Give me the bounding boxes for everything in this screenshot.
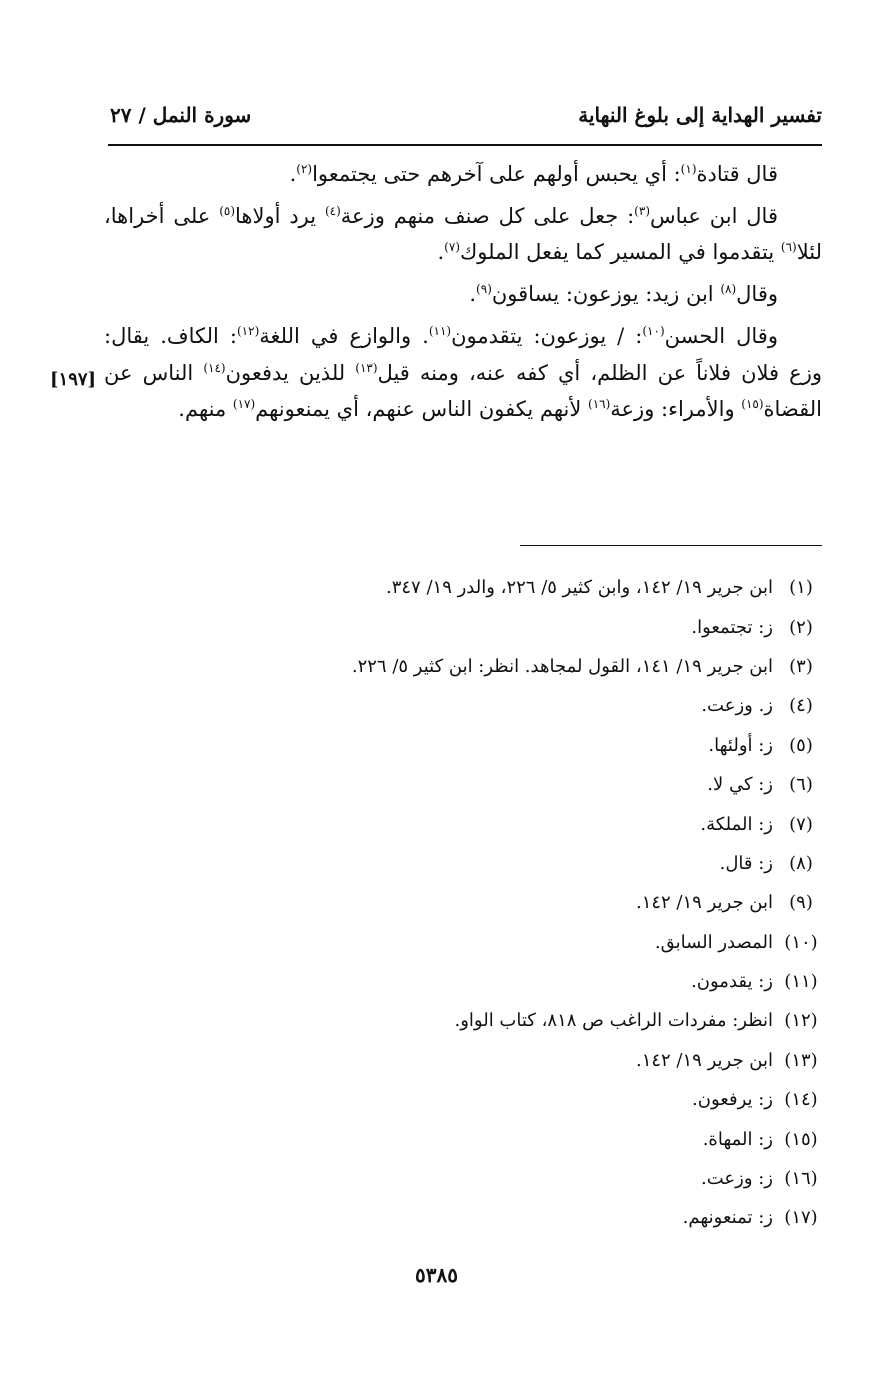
footnote-ref: (٥) xyxy=(219,204,236,219)
footnote-text: ز: قال. xyxy=(719,852,773,874)
footnote-item xyxy=(103,1159,823,1198)
footnote-ref: (٢) xyxy=(296,162,313,176)
surah-label: سورة النمل / ٢٧ xyxy=(110,103,252,127)
paragraph-ibn-zayd: وقال$^{(٨)}$ ابن زيد: يوزعون: يساقون$^{(٩)}$. xyxy=(469,282,778,307)
footnote-number: (٤) xyxy=(789,695,813,717)
footnote-text: ابن جرير ١٩/ ١٤٢. xyxy=(635,1049,773,1071)
footnote-number: (٨) xyxy=(789,852,813,874)
footnote-item xyxy=(103,647,823,686)
footnote-number: (١) xyxy=(789,577,813,599)
footnote-number: (٣) xyxy=(789,655,813,677)
footnote-item xyxy=(103,1080,823,1119)
footnote-ref: (٨) xyxy=(720,282,737,297)
footnote-ref: (١) xyxy=(680,162,697,176)
footnote-item xyxy=(103,765,823,804)
book-title: تفسير الهداية إلى بلوغ النهاية xyxy=(578,103,822,127)
footnotes xyxy=(103,568,823,1238)
footnote-ref: (١٧) xyxy=(232,396,256,411)
footnote-separator xyxy=(520,545,822,546)
footnote-text: ز: المهاة. xyxy=(702,1128,773,1150)
running-header xyxy=(110,98,822,132)
footnote-ref: (٦) xyxy=(780,240,797,255)
footnote-item xyxy=(103,844,823,883)
footnote-text: ز: وزعت. xyxy=(701,1168,773,1190)
paragraph-qatada: قال قتادة$^{(١)}$: أي يحبس أولهم على آخرهم حتى يجتمعوا$^{(٢)}$. xyxy=(289,162,778,186)
main-text xyxy=(104,156,822,433)
footnote-number: (١٥) xyxy=(784,1128,818,1150)
footnote-item xyxy=(103,686,823,725)
footnote-text: ابن جرير ١٩/ ١٤٢. xyxy=(635,892,773,914)
footnote-item xyxy=(103,1198,823,1237)
footnote-item xyxy=(103,923,823,962)
header-rule xyxy=(108,144,822,146)
footnote-item xyxy=(103,962,823,1001)
footnote-item xyxy=(103,804,823,843)
footnote-ref: (٣) xyxy=(634,204,650,219)
footnote-ref: (١٤) xyxy=(203,360,226,375)
footnote-text: ز: تجتمعوا. xyxy=(691,616,773,638)
footnote-text: ز: كي لا. xyxy=(707,774,773,796)
footnote-text: ز: أولئها. xyxy=(708,734,773,756)
paragraph-hasan: وقال الحسن$^{(١٠)}$: / يوزعون: يتقدمون$^{(١١)}$. والوازع في اللغة$^{(١٢)}$: الكاف. يقال: وزع فلان فلاناً عن الظلم، أي كفه عنه، ومنه قيل$^{(١٣)}$ للذين يدفعون$^{(١٤)}$ الناس عن القضاة$^{(١٥)}$ والأمراء: وزعة$^{(١٦)}$ لأنهم يكفون الناس عنهم، أي يمنعونهم$^{(١٧)}$ منهم. xyxy=(104,324,822,421)
footnote-text: ز. وزعت. xyxy=(701,695,773,717)
footnote-item xyxy=(103,568,823,607)
footnote-ref: (١٠) xyxy=(642,324,665,339)
footnote-text: ز: يرفعون. xyxy=(692,1089,773,1111)
footnote-number: (١٢) xyxy=(784,1010,818,1032)
footnote-item xyxy=(103,1119,823,1158)
footnote-item xyxy=(103,726,823,765)
footnote-ref: (١٥) xyxy=(741,396,764,411)
footnote-number: (١٣) xyxy=(784,1049,818,1071)
paragraph-ibn-abbas: قال ابن عباس$^{(٣)}$: جعل على كل صنف منهم وزعة$^{(٤)}$ يرد أولاها$^{(٥)}$ على أخراها، لئلا$^{(٦)}$ يتقدموا في المسير كما يفعل الملوك$^{(٧)}$. xyxy=(104,204,822,265)
footnote-text: ز: تمنعونهم. xyxy=(682,1207,773,1229)
footnote-text: ابن جرير ١٩/ ١٤٢، وابن كثير ٥/ ٢٢٦، والدر ١٩/ ٣٤٧. xyxy=(385,577,773,599)
footnote-number: (٢) xyxy=(789,616,813,638)
footnote-number: (٥) xyxy=(789,734,813,756)
footnote-ref: (٤) xyxy=(324,204,341,219)
footnote-text: المصدر السابق. xyxy=(654,931,773,953)
footnote-ref: (٧) xyxy=(444,240,460,255)
footnote-ref: (١٣) xyxy=(355,360,378,375)
footnote-number: (٦) xyxy=(789,774,813,796)
footnote-text: ز: الملكة. xyxy=(700,813,773,835)
footnote-number: (٩) xyxy=(789,892,813,914)
footnote-ref: (١٦) xyxy=(588,396,611,411)
footnote-ref: (١٢) xyxy=(236,324,260,339)
footnote-text: انظر: مفردات الراغب ص ٨١٨، كتاب الواو. xyxy=(454,1010,773,1032)
footnote-number: (١٠) xyxy=(784,931,818,953)
footnote-ref: (٩) xyxy=(476,282,492,297)
footnote-number: (١٧) xyxy=(784,1207,818,1229)
footnote-item xyxy=(103,1001,823,1040)
footnote-text: ز: يقدمون. xyxy=(691,971,773,993)
footnote-item xyxy=(103,883,823,922)
footnote-ref: (١١) xyxy=(428,324,452,339)
footnote-number: (١١) xyxy=(784,971,818,993)
footnote-number: (١٦) xyxy=(784,1168,818,1190)
footnote-number: (٧) xyxy=(789,813,813,835)
footnote-number: (١٤) xyxy=(784,1089,818,1111)
footnote-item xyxy=(103,1041,823,1080)
page-number: ٥٣٨٥ xyxy=(415,1263,458,1287)
manuscript-folio-marker: [١٩٧] xyxy=(50,369,97,390)
footnote-text: ابن جرير ١٩/ ١٤١، القول لمجاهد. انظر: ابن كثير ٥/ ٢٢٦. xyxy=(351,655,773,677)
footnote-item xyxy=(103,607,823,646)
